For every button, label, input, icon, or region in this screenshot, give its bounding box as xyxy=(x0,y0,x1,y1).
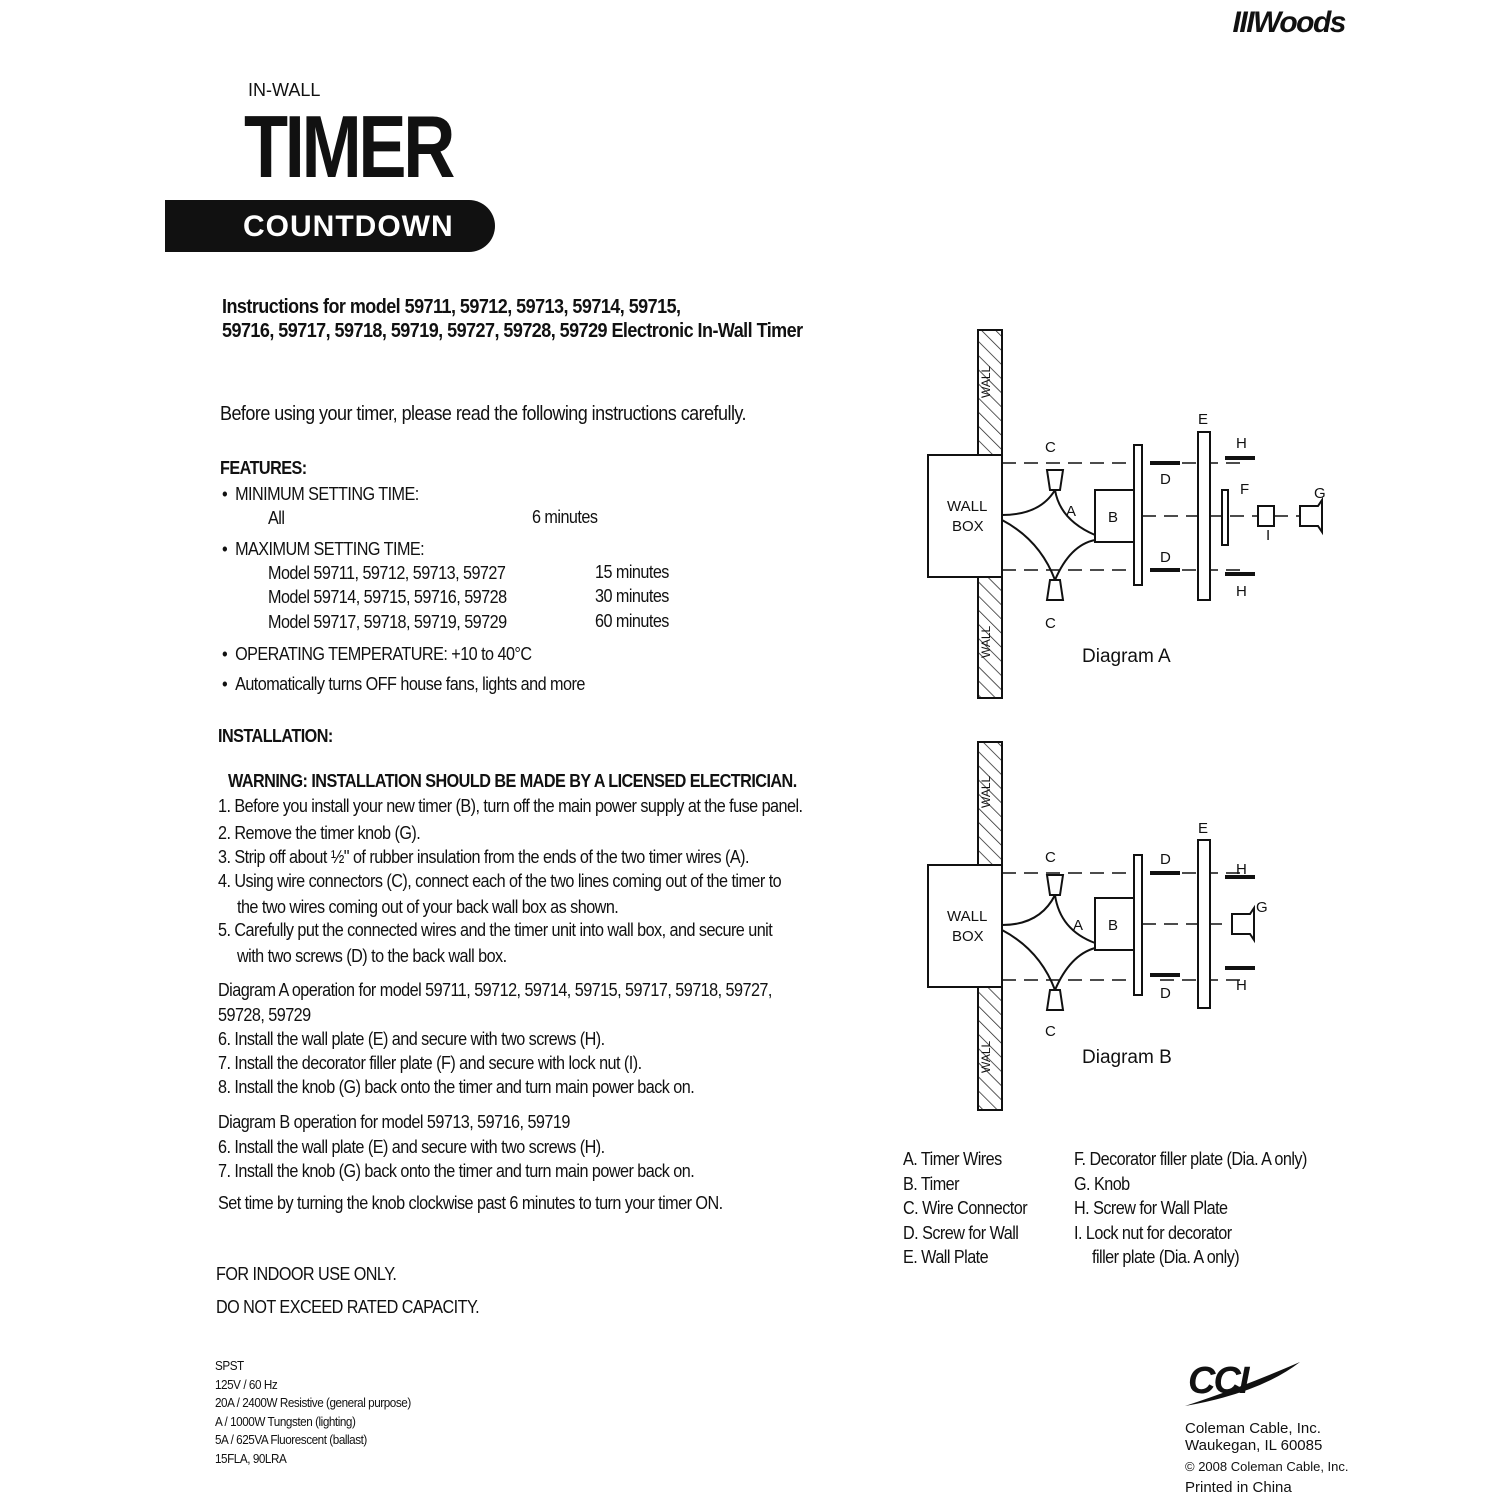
step-5-cont: with two screws (D) to the back wall box. xyxy=(237,946,507,966)
wire-connectors xyxy=(1047,470,1063,600)
legend-item: G. Knob xyxy=(1074,1173,1130,1194)
diagram-label: F xyxy=(1240,481,1250,498)
max-model-2: Model 59714, 59715, 59716, 59728 xyxy=(268,587,507,607)
wall-box xyxy=(928,865,1002,987)
max-label: MAXIMUM SETTING TIME: xyxy=(235,539,425,559)
diagram-a xyxy=(928,330,1326,698)
legend-item: H. Screw for Wall Plate xyxy=(1074,1198,1228,1218)
diagram-label: WALL xyxy=(979,775,993,808)
diagram-b xyxy=(928,742,1268,1110)
diagram-label: C xyxy=(1045,1023,1056,1040)
step-4-cont: the two wires coming out of your back wall box as shown. xyxy=(237,897,619,917)
step-4: 4. Using wire connectors (C), connect each of the two lines coming out of the timer to xyxy=(218,871,782,891)
max-model-1: Model 59711, 59712, 59713, 59727 xyxy=(268,563,506,583)
legend-item: filler plate (Dia. A only) xyxy=(1092,1247,1240,1267)
page-title: TIMER xyxy=(244,97,453,196)
feature-min: • MINIMUM SETTING TIME: xyxy=(222,484,419,504)
diagram-label: D xyxy=(1160,549,1171,566)
printed-in: Printed in China xyxy=(1185,1479,1292,1496)
diag-a-step-6: 6. Install the wall plate (E) and secure with two screws (H). xyxy=(218,1029,605,1049)
spec: 20A / 2400W Resistive (general purpose) xyxy=(215,1395,411,1410)
cci-logo xyxy=(1180,1358,1305,1410)
diagram-label: A xyxy=(1073,917,1084,934)
diag-a-heading: Diagram A operation for model 59711, 59712, 59714, 59715, 59717, 59718, 59727, xyxy=(218,980,772,1000)
diag-a-step-8: 8. Install the knob (G) back onto the timer and turn main power back on. xyxy=(218,1077,695,1097)
wall-label: WALL xyxy=(979,365,993,398)
spec: 5A / 625VA Fluorescent (ballast) xyxy=(215,1432,367,1447)
diag-b-step-6: 6. Install the wall plate (E) and secure with two screws (H). xyxy=(218,1137,605,1157)
diagram-a-caption: Diagram A xyxy=(1082,646,1171,667)
indoor-only: FOR INDOOR USE ONLY. xyxy=(216,1264,397,1284)
diagram-label: D xyxy=(1160,985,1171,1002)
woods-logo: IIIWoods xyxy=(1232,6,1345,39)
diagram-label: D xyxy=(1160,851,1171,868)
step-5: 5. Carefully put the connected wires and the timer unit into wall box, and secure unit xyxy=(218,920,773,940)
diagram-label: WALL xyxy=(947,908,988,925)
lock-nut xyxy=(1258,506,1274,526)
filler-plate xyxy=(1222,490,1228,545)
diagram-label: E xyxy=(1198,411,1209,428)
diagram-label: C xyxy=(1045,439,1056,456)
diagram-label: D xyxy=(1160,471,1171,488)
legend-item: D. Screw for Wall xyxy=(903,1222,1019,1243)
features-heading: FEATURES: xyxy=(220,458,307,478)
diagram-label: C xyxy=(1045,615,1056,632)
feature-operating: • OPERATING TEMPERATURE: +10 to 40°C xyxy=(222,644,532,664)
legend-item: E. Wall Plate xyxy=(903,1247,989,1267)
wall-box xyxy=(928,455,1002,577)
diagram-label: B xyxy=(1108,509,1119,526)
wall-label: WALL xyxy=(979,625,993,658)
cci-logo-text: CCI xyxy=(1188,1360,1248,1402)
feature-max: • MAXIMUM SETTING TIME: xyxy=(222,539,425,559)
installation-heading: INSTALLATION: xyxy=(218,726,333,746)
diagram-label: G xyxy=(1314,485,1326,502)
min-model: All xyxy=(268,508,285,528)
intro-line-1: Instructions for model 59711, 59712, 59713, 59714, 59715, xyxy=(222,296,681,318)
diag-b-heading: Diagram B operation for model 59713, 59716, 59719 xyxy=(218,1112,570,1132)
diag-a-step-7: 7. Install the decorator filler plate (F) and secure with lock nut (I). xyxy=(218,1053,642,1073)
spec: 125V / 60 Hz xyxy=(215,1376,278,1392)
diagram-label: B xyxy=(1108,917,1119,934)
legend-item: B. Timer xyxy=(903,1173,959,1194)
copyright: © 2008 Coleman Cable, Inc. xyxy=(1185,1459,1349,1474)
legend-left xyxy=(903,1147,1027,1270)
diag-a-heading-cont: 59728, 59729 xyxy=(218,1005,311,1025)
legend-item: A. Timer Wires xyxy=(903,1149,1002,1169)
company-info xyxy=(1185,1420,1349,1496)
banner-text: COUNTDOWN xyxy=(243,210,454,243)
warning: WARNING: INSTALLATION SHOULD BE MADE BY A LICENSED ELECTRICIAN. xyxy=(228,771,797,791)
timer-wires xyxy=(1002,490,1095,580)
intro-line-2: 59716, 59717, 59718, 59719, 59727, 59728, 59729 Electronic In-Wall Timer xyxy=(222,320,803,342)
wall-box-label: BOX xyxy=(952,518,984,535)
step-3: 3. Strip off about ½" of rubber insulation from the ends of the two timer wires (A). xyxy=(218,847,749,867)
diagram-b-caption: Diagram B xyxy=(1082,1047,1172,1068)
min-time: 6 minutes xyxy=(532,507,598,527)
max-time-1: 15 minutes xyxy=(595,562,669,582)
intro-before: Before using your timer, please read the following instructions carefully. xyxy=(220,403,747,425)
legend-right xyxy=(1074,1147,1307,1270)
step-1: 1. Before you install your new timer (B), turn off the main power supply at the fuse panel. xyxy=(218,796,803,816)
legend-item: I. Lock nut for decorator xyxy=(1074,1222,1232,1243)
diagram-label: C xyxy=(1045,849,1056,866)
company-name: Coleman Cable, Inc. xyxy=(1185,1420,1321,1437)
diagram-label: H xyxy=(1236,583,1247,600)
max-model-3: Model 59717, 59718, 59719, 59729 xyxy=(268,612,507,632)
auto-text: Automatically turns OFF house fans, lights and more xyxy=(235,674,585,694)
set-time: Set time by turning the knob clockwise past 6 minutes to turn your timer ON. xyxy=(218,1193,723,1213)
diagram-label: H xyxy=(1236,977,1247,994)
in-wall-label: IN-WALL xyxy=(248,80,321,100)
spec: 15FLA, 90LRA xyxy=(215,1450,287,1466)
diagram-label: E xyxy=(1198,820,1209,837)
diagram-label: H xyxy=(1236,435,1247,452)
operating-text: OPERATING TEMPERATURE: +10 to 40°C xyxy=(235,644,532,664)
diagram-label: WALL xyxy=(979,1040,993,1073)
spec: SPST xyxy=(215,1358,244,1373)
legend-item: C. Wire Connector xyxy=(903,1198,1028,1218)
wall-box-label: WALL xyxy=(947,498,988,515)
min-label: MINIMUM SETTING TIME: xyxy=(235,484,419,504)
diagram-label: G xyxy=(1256,899,1268,916)
diagram-label: I xyxy=(1266,527,1271,544)
knob xyxy=(1300,500,1322,532)
diag-b-step-7: 7. Install the knob (G) back onto the timer and turn main power back on. xyxy=(218,1161,695,1181)
company-city: Waukegan, IL 60085 xyxy=(1185,1437,1323,1454)
diagram-label: H xyxy=(1236,861,1247,878)
max-time-3: 60 minutes xyxy=(595,611,669,631)
wall-plate xyxy=(1198,432,1210,600)
diagram-label: BOX xyxy=(952,928,984,945)
diagram-label: A xyxy=(1066,503,1077,520)
spec: A / 1000W Tungsten (lighting) xyxy=(215,1413,356,1429)
capacity-warning: DO NOT EXCEED RATED CAPACITY. xyxy=(216,1297,480,1317)
feature-auto: • Automatically turns OFF house fans, lights and more xyxy=(222,674,585,694)
max-time-2: 30 minutes xyxy=(595,586,669,606)
legend-item: F. Decorator filler plate (Dia. A only) xyxy=(1074,1149,1307,1169)
step-2: 2. Remove the timer knob (G). xyxy=(218,823,421,843)
